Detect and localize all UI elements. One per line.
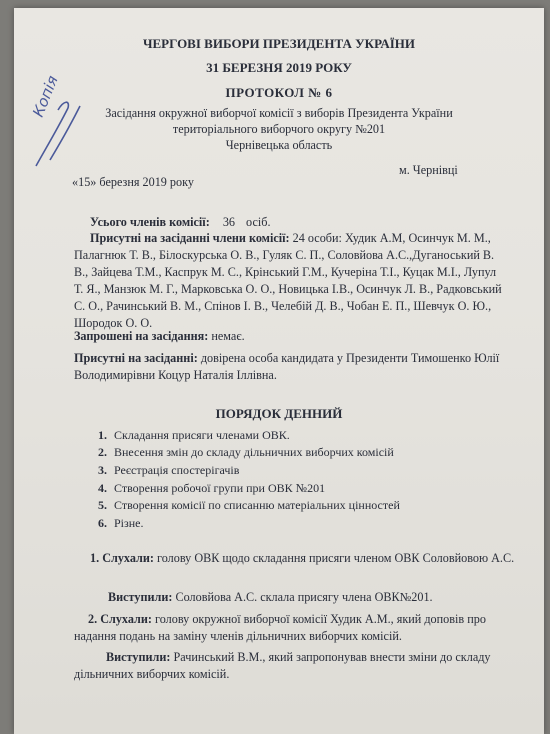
handwritten-note: Копія <box>29 73 62 120</box>
members-total-value: 36 <box>222 215 235 229</box>
present-members-list: 24 особи: Худик А.М, Осинчук М. М., Палагнюк Т. В., Білоскурська О. В., Гуляк С. П., Соловйова А.С.,Дуганоський В. В., Зайцева Т.М., Каспрук М. С., Крінський Г.М., Кучеріна Т.І., Куцак М.І., Лупул Т. Я., Манзюк М. Г., Марковська О. О., Новицька І.В., Осинчук Л. В., Радковський С. О., Рачинський В. М., Спінов І. В., Челебій Д. В., Чобан Е. П., Шевчук О. Ю., Шородок О. О. <box>74 231 502 330</box>
meeting-date: «15» березня 2019 року <box>72 175 194 189</box>
meeting-city: м. Чернівці <box>399 163 458 177</box>
agenda-title: ПОРЯДОК ДЕННИЙ <box>215 406 343 421</box>
spoke-text: Рачинський В.М., який запропонував внести зміни до складу дільничних виборчих комісій. <box>74 650 491 681</box>
spoke-text: Соловйова А.С. склала присягу члена ОВК№201. <box>175 590 433 604</box>
protocol-number: ПРОТОКОЛ № 6 <box>225 85 333 100</box>
heard-label: Слухали: <box>102 551 154 565</box>
present-members <box>74 230 504 332</box>
election-title: ЧЕРГОВІ ВИБОРИ ПРЕЗИДЕНТА УКРАЇНИ <box>142 36 416 51</box>
invited-line <box>74 328 245 345</box>
proceeding-spoke <box>74 649 514 683</box>
heard-label: Слухали: <box>100 612 152 626</box>
invited-value: немає. <box>211 329 245 343</box>
document-page <box>14 8 544 734</box>
agenda-item: 6. Різне. <box>98 516 144 530</box>
region-subtitle: Чернівецька область <box>225 138 333 152</box>
meeting-subtitle: Засідання окружної виборчої комісії з виборів Президента України <box>105 106 453 120</box>
proceeding-heard: 2. Слухали: голову окружної виборчої комісії Худик А.М., який доповів про надання подань на заміну членів дільничних виборчих комісій. <box>74 612 486 643</box>
election-date: 31 БЕРЕЗНЯ 2019 РОКУ <box>206 60 352 75</box>
members-total <box>90 214 271 231</box>
proceeding-heard: 1. Слухали: голову ОВК щодо складання присяги членом ОВК Соловйовою А.С. <box>90 551 515 565</box>
spoke-label: Виступили: <box>108 590 173 604</box>
members-total-label: Усього членів комісії: <box>90 215 210 229</box>
spoke-label: Виступили: <box>106 650 171 664</box>
district-subtitle: територіального виборчого округу №201 <box>172 122 386 136</box>
heard-text: голову окружної виборчої комісії Худик А.М., який доповів про надання подань на заміну членів дільничних виборчих комісій. <box>74 612 486 643</box>
agenda-item: 3. Реєстрація спостерігачів <box>98 463 240 477</box>
agenda-item: 5. Створення комісії по списанню матеріальних цінностей <box>98 498 400 512</box>
agenda-item: 1. Складання присяги членами ОВК. <box>98 428 290 442</box>
agenda-item: 4. Створення робочої групи при ОВК №201 <box>98 481 326 495</box>
agenda-item: 2. Внесення змін до складу дільничних виборчих комісій <box>98 445 394 459</box>
members-total-unit: осіб. <box>246 215 271 229</box>
invited-label: Запрошені на засідання: <box>74 329 209 343</box>
present-others <box>74 350 506 384</box>
present-others-label: Присутні на засіданні: <box>74 351 198 365</box>
heard-text: голову ОВК щодо складання присяги членом ОВК Соловйовою А.С. <box>157 551 515 565</box>
present-others-text: довірена особа кандидата у Президенти Тимошенко Юлії Володимирівни Коцур Наталія Іллівна. <box>74 351 500 382</box>
proceeding-spoke <box>108 589 433 606</box>
present-members-label: Присутні на засіданні члени комісії: <box>90 231 290 245</box>
